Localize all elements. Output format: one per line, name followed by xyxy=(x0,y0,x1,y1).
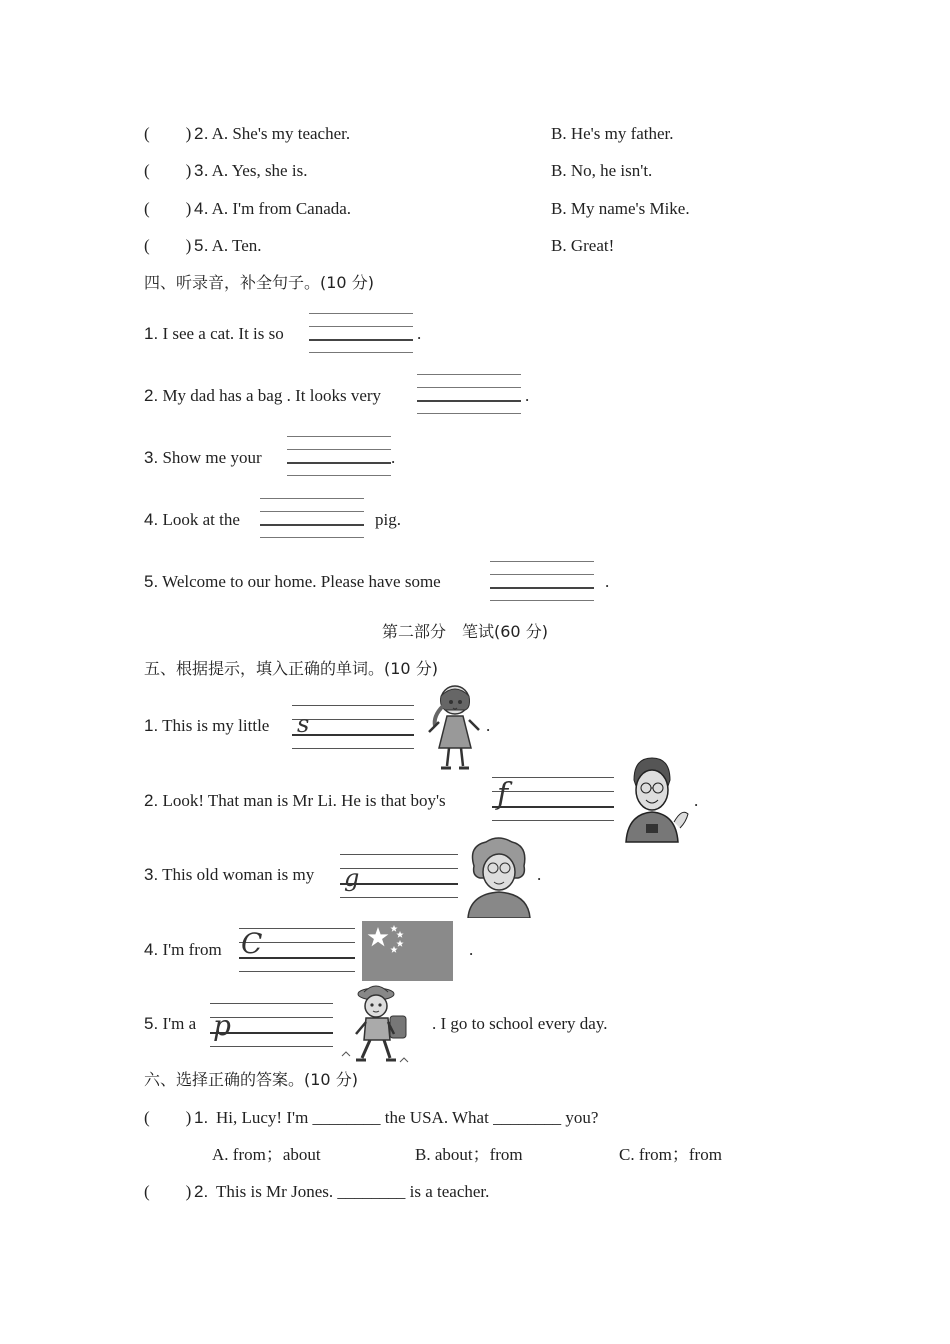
s5-item-3-end: . xyxy=(537,865,542,884)
hint-letter: f xyxy=(497,777,509,812)
s5-item-2-end: . xyxy=(694,791,699,810)
s4-item-2: 2. My dad has a bag . It looks very xyxy=(144,386,382,405)
question-number: 5 xyxy=(194,236,204,255)
question-number: 2. xyxy=(194,1182,209,1201)
s4-item-3: 3. Show me your xyxy=(144,448,262,467)
s4-item-5: 5. Welcome to our home. Please have some xyxy=(144,572,441,591)
question-number: 1. xyxy=(194,1108,209,1127)
hint-letter: C xyxy=(241,927,263,960)
s5-item-2: 2. Look! That man is Mr Li. He is that boy's xyxy=(144,791,446,810)
s6-q1-option-c[interactable]: C. from；from xyxy=(619,1145,722,1164)
answer-paren[interactable]: ( ) xyxy=(144,236,192,255)
part-2-title: 第二部分 笔试(60 分) xyxy=(382,622,548,641)
s5-answer-lines-2[interactable] xyxy=(492,777,614,821)
s4-item-5-end: . xyxy=(605,572,610,591)
s5-item-3: 3. This old woman is my xyxy=(144,865,315,884)
s4-item-4: 4. Look at the xyxy=(144,510,240,529)
s6-q1-text: Hi, Lucy! I'm ________ the USA. What ________ you? xyxy=(216,1108,599,1127)
s5-item-5-end: . I go to school every day. xyxy=(432,1014,608,1033)
s4-answer-lines-3[interactable] xyxy=(287,436,391,476)
answer-paren[interactable]: ( ) xyxy=(144,1108,192,1127)
option-b: B. No, he isn't. xyxy=(551,161,653,180)
s6-q2-text: This is Mr Jones. ________ is a teacher. xyxy=(216,1182,490,1201)
s5-item-1-end: . xyxy=(486,716,491,735)
answer-paren[interactable]: ( ) xyxy=(144,1182,192,1201)
option-a: . A. I'm from Canada. xyxy=(204,199,352,218)
option-b: B. Great! xyxy=(551,236,615,255)
s6-q1-option-a[interactable]: A. from；about xyxy=(212,1145,321,1164)
s5-item-5: 5. I'm a xyxy=(144,1014,197,1033)
s4-item-1: 1. I see a cat. It is so xyxy=(144,324,284,343)
option-a: . A. Ten. xyxy=(204,236,262,255)
answer-paren[interactable]: ( ) xyxy=(144,124,192,143)
section-4-title: 四、听录音，补全句子。(10 分) xyxy=(144,273,374,292)
s4-answer-lines-5[interactable] xyxy=(490,561,594,601)
question-number: 2 xyxy=(194,124,204,143)
s4-answer-lines-1[interactable] xyxy=(309,313,413,353)
girl-icon xyxy=(425,682,483,774)
s5-answer-lines-1[interactable] xyxy=(292,705,414,749)
s4-item-4-end: pig. xyxy=(375,510,401,529)
option-b: B. He's my father. xyxy=(551,124,674,143)
s4-item-3-end: . xyxy=(391,448,396,467)
s5-item-4-end: . xyxy=(469,940,474,959)
s4-answer-lines-2[interactable] xyxy=(417,374,521,414)
hint-letter: p xyxy=(213,1009,231,1042)
s4-item-2-end: . xyxy=(525,386,530,405)
question-number: 4 xyxy=(194,199,204,218)
s5-item-4: 4. I'm from xyxy=(144,940,222,959)
section-6-title: 六、选择正确的答案。(10 分) xyxy=(144,1070,358,1089)
answer-paren[interactable]: ( ) xyxy=(144,199,192,218)
s4-item-1-end: . xyxy=(417,324,422,343)
man-with-glasses-icon xyxy=(624,756,692,844)
option-b: B. My name's Mike. xyxy=(551,199,690,218)
s5-item-1: 1. This is my little xyxy=(144,716,270,735)
grandmother-icon xyxy=(466,836,532,918)
hint-letter: g xyxy=(344,864,360,892)
section-5-title: 五、根据提示，填入正确的单词。(10 分) xyxy=(144,659,438,678)
s4-answer-lines-4[interactable] xyxy=(260,498,364,538)
hint-letter: s xyxy=(297,710,310,738)
question-number: 3 xyxy=(194,161,204,180)
option-a: . A. Yes, she is. xyxy=(204,161,308,180)
schoolboy-icon xyxy=(340,982,412,1068)
answer-paren[interactable]: ( ) xyxy=(144,161,192,180)
s6-q1-option-b[interactable]: B. about；from xyxy=(415,1145,523,1164)
option-a: . A. She's my teacher. xyxy=(204,124,351,143)
china-flag-icon xyxy=(362,921,453,981)
